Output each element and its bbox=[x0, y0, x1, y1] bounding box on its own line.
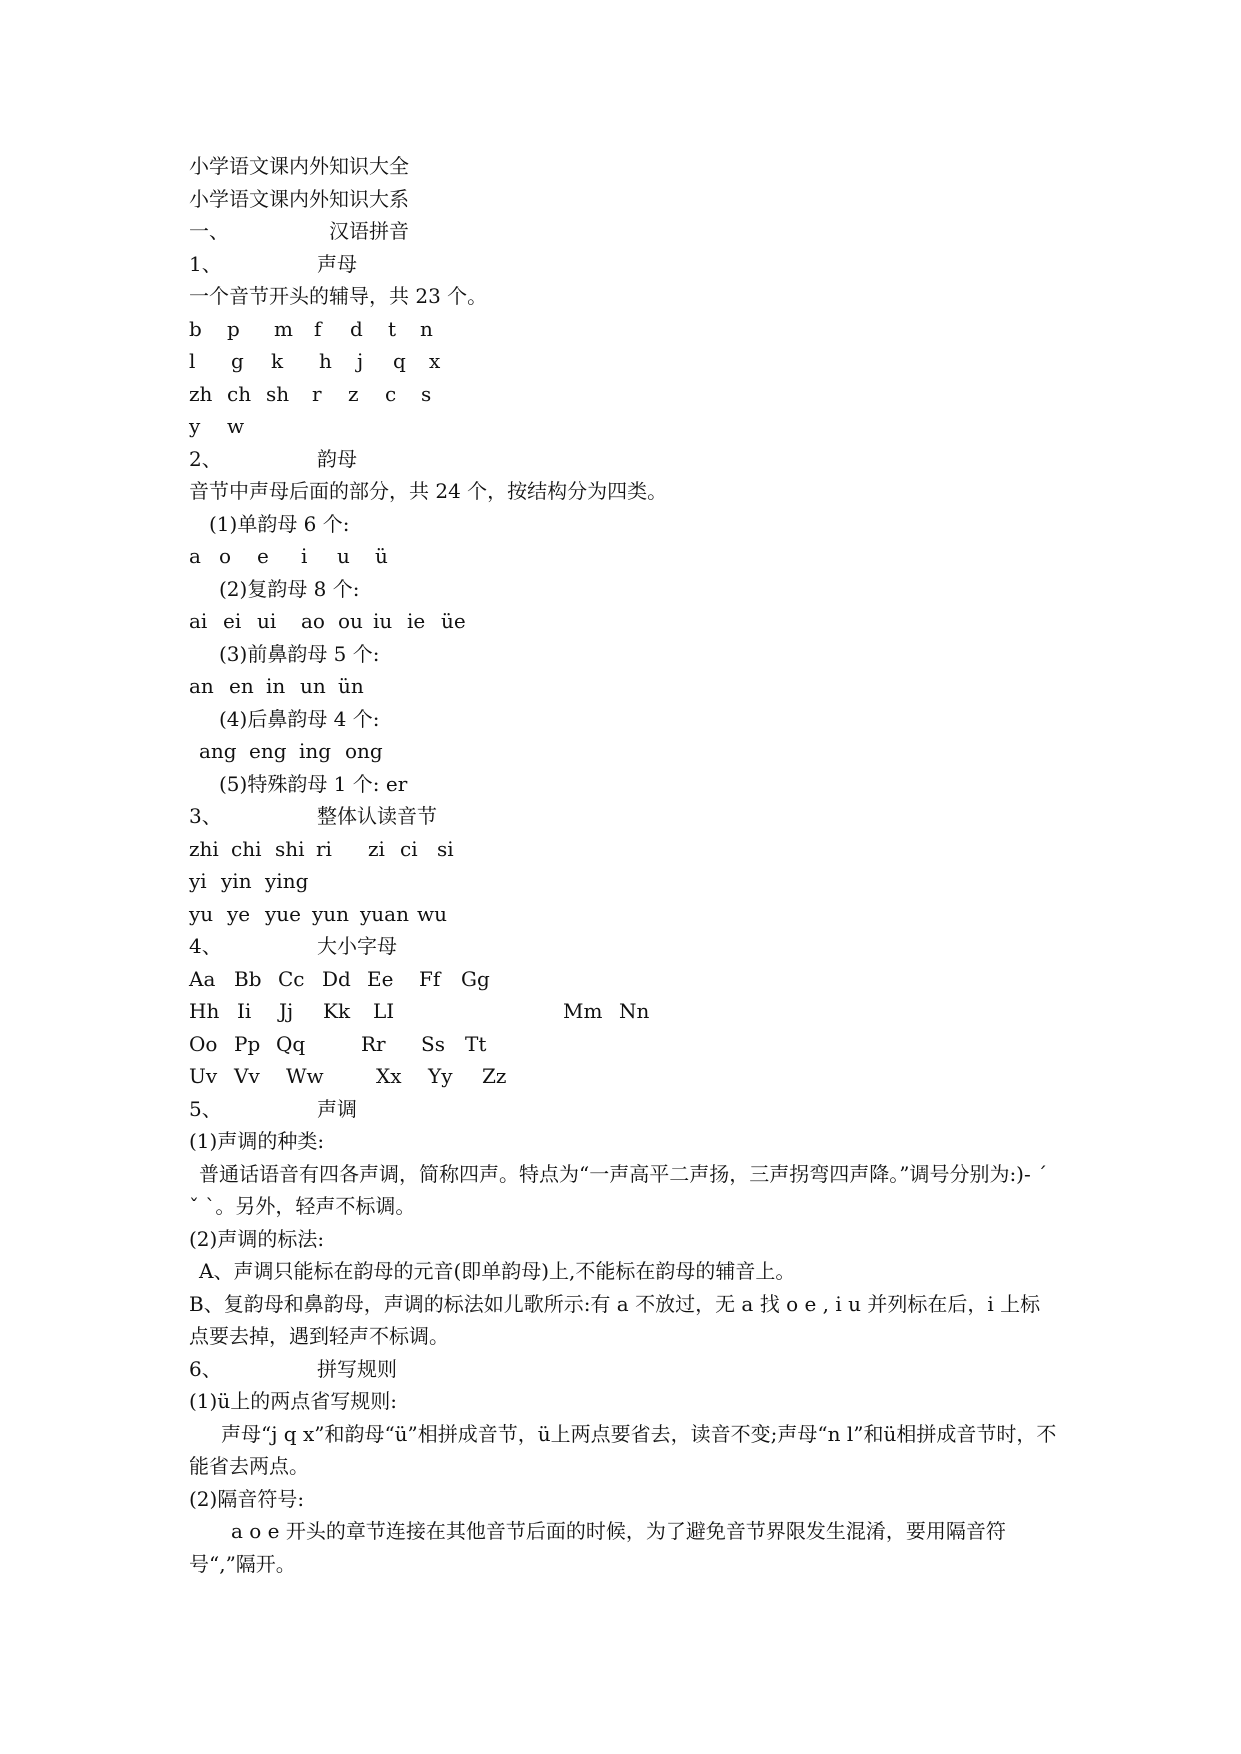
finals-heading bbox=[189, 443, 1059, 476]
section-pinyin-heading bbox=[189, 215, 1059, 248]
tone-rule-b: B、复韵母和鼻韵母，声调的标法如儿歌所示:有 a 不放过，无 a 找 o e , i u 并列标在后，i 上标点要去掉，遇到轻声不标调。 bbox=[189, 1291, 1041, 1348]
letter-pair: Ff bbox=[419, 966, 441, 991]
pinyin-item: n bbox=[420, 316, 433, 341]
pinyin-item: ie bbox=[407, 609, 426, 633]
pinyin-item: si bbox=[437, 836, 454, 861]
heading-number: 4、 bbox=[189, 934, 222, 958]
spelling-heading bbox=[189, 1353, 1059, 1386]
letter-pair: Aa bbox=[189, 966, 216, 991]
pinyin-item: ying bbox=[265, 869, 309, 893]
letters-row bbox=[189, 963, 1059, 996]
heading-number: 6、 bbox=[189, 1356, 222, 1381]
pinyin-item: b bbox=[189, 316, 202, 341]
back-nasal-row bbox=[189, 735, 1059, 768]
initials-row bbox=[189, 345, 1059, 378]
pinyin-item: yuan bbox=[360, 901, 409, 926]
pinyin-item: ün bbox=[338, 674, 364, 698]
single-finals-row bbox=[189, 540, 1059, 573]
umlaut-rule-text: 声母“j q x”和韵母“ü”相拼成音节，ü上两点要省去，读音不变;声母“n l”和ü相拼成音节时，不能省去两点。 bbox=[189, 1421, 1057, 1478]
pinyin-item: k bbox=[271, 349, 284, 373]
tones-heading bbox=[189, 1093, 1059, 1126]
letter-pair: Kk bbox=[323, 999, 351, 1023]
single-finals-label: (1)单韵母 6 个: bbox=[209, 511, 350, 536]
heading-number: 3、 bbox=[189, 804, 222, 828]
letter-pair: Nn bbox=[619, 999, 650, 1023]
pinyin-item: zhi bbox=[189, 836, 219, 861]
front-nasal-label: (3)前鼻韵母 5 个: bbox=[219, 641, 380, 666]
pinyin-item: f bbox=[314, 316, 322, 341]
front-nasal-row bbox=[189, 670, 1059, 703]
pinyin-item: chi bbox=[231, 836, 262, 861]
back-nasal-label: (4)后鼻韵母 4 个: bbox=[219, 706, 380, 731]
pinyin-item: zh bbox=[189, 381, 213, 406]
letter-pair: Qq bbox=[276, 1031, 306, 1056]
compound-finals-label: (2)复韵母 8 个: bbox=[219, 576, 360, 601]
pinyin-item: sh bbox=[266, 381, 290, 406]
letter-pair: Uv bbox=[189, 1064, 218, 1088]
heading-title: 拼写规则 bbox=[317, 1356, 397, 1381]
pinyin-item: w bbox=[227, 414, 245, 438]
pinyin-item: h bbox=[319, 349, 332, 373]
heading-title: 声调 bbox=[317, 1096, 357, 1121]
letter-pair: Cc bbox=[278, 966, 305, 991]
special-final: (5)特殊韵母 1 个: er bbox=[219, 771, 408, 796]
pinyin-item: j bbox=[357, 349, 364, 373]
heading-title: 韵母 bbox=[317, 446, 357, 471]
pinyin-item: q bbox=[393, 349, 406, 373]
pinyin-item: ang bbox=[199, 739, 237, 763]
initials-heading bbox=[189, 248, 1059, 281]
tone-kinds-text: 普通话语音有四各声调，简称四声。特点为“一声高平二声扬，三声拐弯四声降。”调号分别为:)- ˊ ˇ ˋ。另外，轻声不标调。 bbox=[189, 1161, 1048, 1218]
letter-pair: Xx bbox=[376, 1064, 402, 1088]
pinyin-item: ui bbox=[257, 609, 277, 633]
pinyin-item: u bbox=[337, 544, 350, 568]
pinyin-item: o bbox=[219, 544, 232, 568]
heading-number: 1、 bbox=[189, 251, 222, 276]
letters-row bbox=[189, 1060, 1059, 1093]
heading-number: 2、 bbox=[189, 446, 222, 471]
initials-description: 一个音节开头的辅导，共 23 个。 bbox=[189, 284, 488, 308]
pinyin-item: an bbox=[189, 674, 214, 698]
separator-label: (2)隔音符号: bbox=[189, 1486, 305, 1511]
pinyin-item: z bbox=[348, 381, 359, 406]
pinyin-item: ci bbox=[400, 836, 418, 861]
letter-pair: Dd bbox=[322, 966, 351, 991]
pinyin-item: ch bbox=[227, 381, 252, 406]
tone-kinds-label: (1)声调的种类: bbox=[189, 1129, 325, 1153]
letters-row bbox=[189, 995, 1059, 1028]
pinyin-item: üe bbox=[441, 609, 466, 633]
pinyin-item: a bbox=[189, 544, 201, 568]
letter-pair: Ii bbox=[237, 999, 252, 1023]
pinyin-item: l bbox=[189, 349, 196, 373]
separator-text: a o e 开头的章节连接在其他音节后面的时候，为了避免音节界限发生混淆，要用隔音符号“,”隔开。 bbox=[189, 1519, 1006, 1576]
letter-pair: Hh bbox=[189, 999, 220, 1023]
pinyin-item: ri bbox=[316, 836, 332, 861]
pinyin-item: un bbox=[300, 674, 326, 698]
pinyin-item: ing bbox=[299, 739, 332, 763]
letter-pair: Ss bbox=[421, 1031, 445, 1056]
letter-pair: Bb bbox=[234, 966, 262, 991]
document-page bbox=[189, 150, 1059, 1580]
doc-subtitle: 小学语文课内外知识大系 bbox=[189, 186, 409, 211]
pinyin-item: r bbox=[312, 381, 322, 406]
pinyin-item: in bbox=[266, 674, 286, 698]
pinyin-item: x bbox=[429, 349, 441, 373]
pinyin-item: ei bbox=[223, 609, 242, 633]
whole-syllables-row bbox=[189, 865, 1059, 898]
pinyin-item: m bbox=[274, 316, 293, 341]
pinyin-item: zi bbox=[368, 836, 385, 861]
pinyin-item: yi bbox=[189, 869, 207, 893]
pinyin-item: p bbox=[227, 316, 240, 341]
letter-pair: LI bbox=[373, 999, 395, 1023]
heading-title: 整体认读音节 bbox=[317, 804, 437, 828]
pinyin-item: ai bbox=[189, 609, 208, 633]
pinyin-item: ao bbox=[301, 609, 325, 633]
letters-heading bbox=[189, 930, 1059, 963]
letter-pair: Ee bbox=[367, 966, 394, 991]
letter-pair: Tt bbox=[465, 1031, 487, 1056]
pinyin-item: i bbox=[301, 544, 308, 568]
letter-pair: Rr bbox=[361, 1031, 386, 1056]
pinyin-item: t bbox=[388, 316, 397, 341]
letter-pair: Vv bbox=[234, 1064, 260, 1088]
pinyin-item: g bbox=[231, 349, 244, 373]
pinyin-item: yu bbox=[189, 901, 214, 926]
pinyin-item: ü bbox=[375, 544, 388, 568]
pinyin-item: ong bbox=[345, 739, 383, 763]
pinyin-item: en bbox=[229, 674, 254, 698]
letter-pair: Jj bbox=[279, 999, 294, 1023]
tone-marking-label: (2)声调的标法: bbox=[189, 1226, 325, 1251]
section-number: 一、 bbox=[189, 219, 229, 243]
pinyin-item: wu bbox=[417, 901, 447, 926]
heading-title: 声母 bbox=[317, 251, 357, 276]
umlaut-rule-label: (1)ü上的两点省写规则: bbox=[189, 1389, 397, 1413]
initials-row bbox=[189, 410, 1059, 443]
pinyin-item: shi bbox=[275, 836, 305, 861]
pinyin-item: ou bbox=[338, 609, 363, 633]
pinyin-item: yue bbox=[265, 901, 302, 926]
initials-row bbox=[189, 313, 1059, 346]
finals-description: 音节中声母后面的部分，共 24 个，按结构分为四类。 bbox=[189, 479, 668, 503]
letter-pair: Ww bbox=[286, 1064, 324, 1088]
pinyin-item: d bbox=[350, 316, 363, 341]
letter-pair: Gg bbox=[461, 966, 490, 991]
letter-pair: Mm bbox=[563, 999, 603, 1023]
whole-syllables-row bbox=[189, 898, 1059, 931]
compound-finals-row bbox=[189, 605, 1059, 638]
letter-pair: Pp bbox=[234, 1031, 261, 1056]
pinyin-item: s bbox=[421, 381, 432, 406]
tone-rule-a: A、声调只能标在韵母的元音(即单韵母)上,不能标在韵母的辅音上。 bbox=[199, 1259, 796, 1283]
letter-pair: Zz bbox=[482, 1064, 507, 1088]
pinyin-item: ye bbox=[227, 901, 251, 926]
pinyin-item: y bbox=[189, 414, 201, 438]
heading-title: 大小字母 bbox=[317, 934, 397, 958]
pinyin-item: eng bbox=[249, 739, 287, 763]
letter-pair: Yy bbox=[428, 1064, 453, 1088]
letters-row bbox=[189, 1028, 1059, 1061]
doc-title: 小学语文课内外知识大全 bbox=[189, 154, 409, 178]
initials-row bbox=[189, 378, 1059, 411]
section-title: 汉语拼音 bbox=[329, 219, 409, 243]
pinyin-item: iu bbox=[373, 609, 393, 633]
pinyin-item: c bbox=[385, 381, 397, 406]
whole-syllables-heading bbox=[189, 800, 1059, 833]
pinyin-item: yin bbox=[221, 869, 252, 893]
whole-syllables-row bbox=[189, 833, 1059, 866]
pinyin-item: yun bbox=[312, 901, 350, 926]
heading-number: 5、 bbox=[189, 1096, 222, 1121]
letter-pair: Oo bbox=[189, 1031, 218, 1056]
pinyin-item: e bbox=[257, 544, 269, 568]
